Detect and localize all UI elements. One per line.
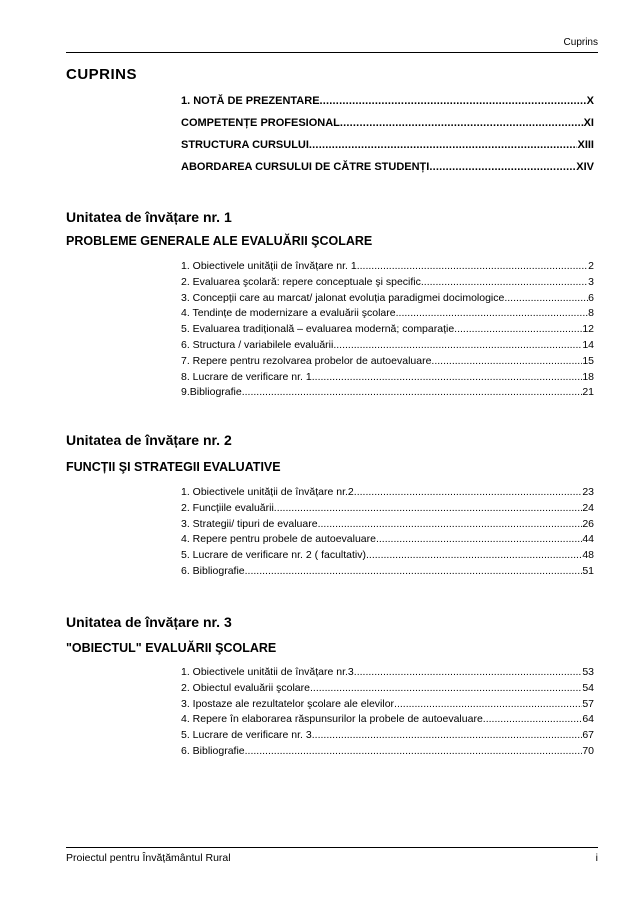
toc-entry[interactable] bbox=[181, 134, 594, 156]
toc-entry-page: 54 bbox=[582, 681, 594, 694]
leader-dots bbox=[274, 501, 583, 517]
toc-entry[interactable] bbox=[181, 665, 594, 681]
toc-entry[interactable] bbox=[181, 156, 594, 178]
toc-entry-label: 2. Evaluarea şcolară: repere conceptuale şi specific bbox=[181, 275, 421, 288]
unit-3-toc bbox=[181, 665, 594, 760]
leader-dots bbox=[431, 354, 582, 370]
toc-entry-label: 4. Tendințe de modernizare a evaluării şcolare bbox=[181, 307, 396, 320]
toc-entry-page: 21 bbox=[582, 386, 594, 399]
toc-entry-label: 6. Structura / variabilele evaluării bbox=[181, 338, 334, 351]
leader-dots bbox=[357, 259, 588, 275]
toc-entry[interactable] bbox=[181, 728, 594, 744]
toc-entry-label: 1. NOTĂ DE PREZENTARE bbox=[181, 95, 320, 107]
toc-entry-page: 70 bbox=[582, 744, 594, 757]
header-rule bbox=[66, 52, 598, 53]
unit-1-title: Unitatea de învățare nr. 1 bbox=[66, 209, 232, 225]
page-number: i bbox=[595, 852, 598, 864]
toc-entry-label: 7. Repere pentru rezolvarea probelor de autoevaluare bbox=[181, 354, 432, 367]
toc-entry-label: 3. Ipostaze ale rezultatelor şcolare ale elevilor bbox=[181, 697, 395, 710]
toc-entry[interactable] bbox=[181, 744, 594, 760]
toc-entry-page: 18 bbox=[582, 370, 594, 383]
toc-entry[interactable] bbox=[181, 712, 594, 728]
toc-entry-label: 3. Strategii/ tipuri de evaluare bbox=[181, 517, 318, 530]
toc-entry-page: 64 bbox=[582, 713, 594, 726]
leader-dots bbox=[366, 548, 582, 564]
unit-3-subtitle: "OBIECTUL" EVALUĂRII ŞCOLARE bbox=[66, 641, 277, 655]
toc-entry-label: 5. Lucrare de verificare nr. 2 ( facultativ) bbox=[181, 549, 366, 562]
toc-entry[interactable] bbox=[181, 354, 594, 370]
toc-entry[interactable] bbox=[181, 501, 594, 517]
toc-entry[interactable] bbox=[181, 532, 594, 548]
toc-entry[interactable] bbox=[181, 112, 594, 134]
leader-dots bbox=[483, 712, 583, 728]
toc-entry-label: ABORDAREA CURSULUI DE CĂTRE STUDENȚI bbox=[181, 161, 430, 173]
toc-entry-label: STRUCTURA CURSULUI bbox=[181, 139, 309, 151]
toc-entry-page: 57 bbox=[582, 697, 594, 710]
toc-entry[interactable] bbox=[181, 259, 594, 275]
toc-entry[interactable] bbox=[181, 291, 594, 307]
toc-entry[interactable] bbox=[181, 322, 594, 338]
toc-entry-page: 3 bbox=[588, 275, 594, 288]
toc-entry-page: XIII bbox=[577, 139, 594, 151]
toc-entry-page: 15 bbox=[582, 354, 594, 367]
toc-entry[interactable] bbox=[181, 90, 594, 112]
toc-entry-page: 67 bbox=[582, 729, 594, 742]
toc-entry[interactable] bbox=[181, 485, 594, 501]
toc-entry-page: 23 bbox=[582, 486, 594, 498]
unit-1-toc bbox=[181, 259, 594, 401]
footer-rule bbox=[66, 847, 598, 848]
leader-dots bbox=[309, 134, 578, 156]
leader-dots bbox=[354, 665, 583, 681]
leader-dots bbox=[320, 90, 587, 112]
toc-entry-label: 2. Funcțiile evaluării bbox=[181, 501, 274, 514]
toc-entry-label: COMPETENȚE PROFESIONAL bbox=[181, 117, 340, 129]
toc-entry-page: 53 bbox=[582, 666, 594, 678]
toc-entry-label: 3. Concepții care au marcat/ jalonat evoluția paradigmei docimologice bbox=[181, 291, 505, 304]
leader-dots bbox=[396, 306, 589, 322]
toc-entry[interactable] bbox=[181, 306, 594, 322]
toc-entry-page: 51 bbox=[582, 564, 594, 577]
toc-entry[interactable] bbox=[181, 370, 594, 386]
toc-entry-page: 12 bbox=[582, 323, 594, 336]
leader-dots bbox=[333, 338, 582, 354]
unit-2-title: Unitatea de învățare nr. 2 bbox=[66, 432, 232, 448]
toc-entry-page: 24 bbox=[582, 501, 594, 514]
toc-entry-label: 5. Evaluarea tradițională – evaluarea modernă; comparație bbox=[181, 323, 455, 336]
unit-2-subtitle: FUNCȚII ŞI STRATEGII EVALUATIVE bbox=[66, 460, 281, 474]
toc-entry-page: 26 bbox=[582, 517, 594, 530]
toc-entry-page: 44 bbox=[582, 533, 594, 546]
leader-dots bbox=[421, 275, 588, 291]
leader-dots bbox=[318, 517, 583, 533]
running-header: Cuprins bbox=[563, 37, 598, 48]
toc-entry[interactable] bbox=[181, 681, 594, 697]
toc-entry[interactable] bbox=[181, 338, 594, 354]
leader-dots bbox=[245, 744, 583, 760]
toc-entry-page: 6 bbox=[588, 291, 594, 304]
toc-entry-page: 48 bbox=[582, 549, 594, 562]
toc-entry-page: XIV bbox=[576, 161, 594, 173]
leader-dots bbox=[312, 728, 583, 744]
toc-entry-label: 1. Obiectivele unității de învățare nr. 1 bbox=[181, 260, 357, 272]
toc-entry[interactable] bbox=[181, 564, 594, 580]
unit-1-subtitle: PROBLEME GENERALE ALE EVALUĂRII ŞCOLARE bbox=[66, 234, 373, 248]
toc-entry-page: X bbox=[586, 95, 594, 107]
toc-entry[interactable] bbox=[181, 275, 594, 291]
leader-dots bbox=[394, 697, 582, 713]
toc-entry-label: 5. Lucrare de verificare nr. 3 bbox=[181, 729, 312, 742]
leader-dots bbox=[454, 322, 582, 338]
toc-entry-label: 1. Obiectivele unitătii de învățare nr.3 bbox=[181, 666, 354, 678]
leader-dots bbox=[245, 564, 583, 580]
leader-dots bbox=[379, 532, 582, 548]
leader-dots bbox=[354, 485, 583, 501]
toc-entry-page: XI bbox=[583, 117, 594, 129]
toc-entry-label: 6. Bibliografie bbox=[181, 564, 245, 577]
toc-entry[interactable] bbox=[181, 697, 594, 713]
toc-entry-label: 8. Lucrare de verificare nr. 1 bbox=[181, 370, 312, 383]
toc-entry-page: 14 bbox=[582, 338, 594, 351]
toc-title: CUPRINS bbox=[66, 66, 138, 83]
toc-entry-page: 8 bbox=[588, 307, 594, 320]
toc-entry-label: 6. Bibliografie bbox=[181, 744, 245, 757]
leader-dots bbox=[310, 681, 582, 697]
toc-entry-label: 4. Repere în elaborarea răspunsurilor la probele de autoevaluare bbox=[181, 713, 483, 726]
toc-entry-label: 2. Obiectul evaluării şcolare bbox=[181, 681, 310, 694]
leader-dots bbox=[340, 112, 584, 134]
leader-dots bbox=[429, 156, 576, 178]
toc-entry-label: 9.Bibliografie bbox=[181, 386, 242, 399]
toc-entry-label: 1. Obiectivele unității de învățare nr.2 bbox=[181, 486, 354, 498]
toc-entry-label: 4. Repere pentru probele de autoevaluare. bbox=[181, 533, 379, 546]
toc-entry-page: 2 bbox=[588, 260, 594, 272]
leader-dots bbox=[504, 291, 588, 307]
toc-entry[interactable] bbox=[181, 385, 594, 401]
footer-project-name: Proiectul pentru Învățământul Rural bbox=[66, 852, 231, 864]
leader-dots bbox=[312, 370, 583, 386]
intro-toc bbox=[181, 90, 594, 178]
toc-entry[interactable] bbox=[181, 548, 594, 564]
unit-3-title: Unitatea de învățare nr. 3 bbox=[66, 614, 232, 630]
unit-2-toc bbox=[181, 485, 594, 580]
leader-dots bbox=[242, 385, 583, 401]
toc-entry[interactable] bbox=[181, 517, 594, 533]
